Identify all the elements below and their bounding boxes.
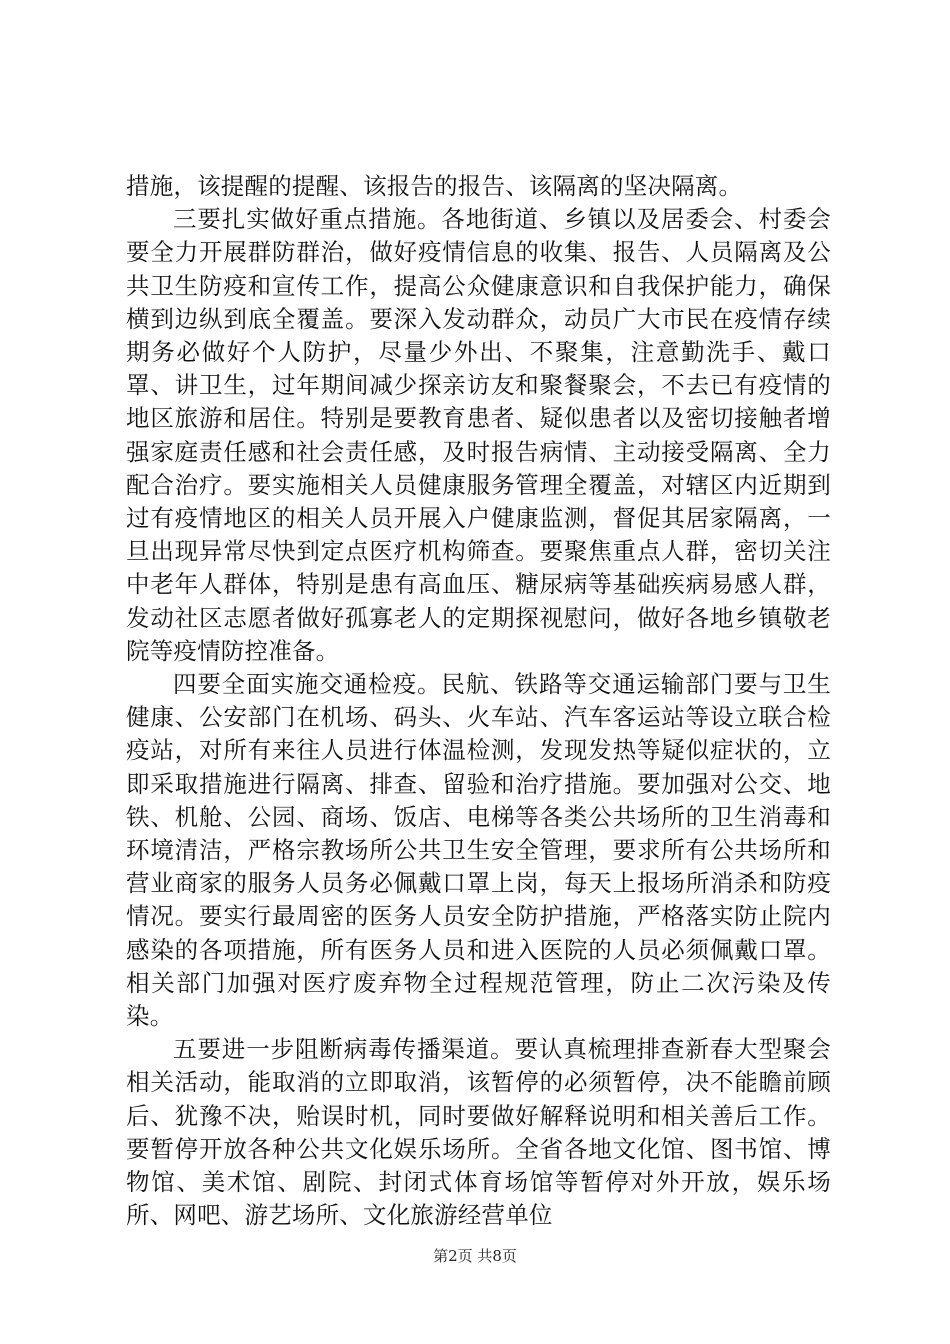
document-body <box>126 170 831 1233</box>
page-number-footer: 第2页 共8页 <box>433 1247 517 1265</box>
paragraph-five: 五要进一步阻断病毒传播渠道。要认真梳理排查新春大型聚会相关活动，能取消的立即取消，该暂停的必须暂停，决不能瞻前顾后、犹豫不决，贻误时机，同时要做好解释说明和相关善后工作。要暂停开放各种公共文化娱乐场所。全省各地文化馆、图书馆、博物馆、美术馆、剧院、封闭式体育场馆等暂停对外开放，娱乐场所、网吧、游艺场所、文化旅游经营单位 <box>126 1035 831 1230</box>
paragraph-continuation: 措施，该提醒的提醒、该报告的报告、该隔离的坚决隔离。 <box>126 172 743 200</box>
paragraph-four: 四要全面实施交通检疫。民航、铁路等交通运输部门要与卫生健康、公安部门在机场、码头、火车站、汽车客运站等设立联合检疫站，对所有来往人员进行体温检测，发现发热等疑似症状的，立即采取措施进行隔离、排查、留验和治疗措施。要加强对公交、地铁、机舱、公园、商场、饭店、电梯等各类公共场所的卫生消毒和环境清洁，严格宗教场所公共卫生安全管理，要求所有公共场所和营业商家的服务人员务必佩戴口罩上岗，每天上报场所消杀和防疫情况。要实行最周密的医务人员安全防护措施，严格落实防止院内感染的各项措施，所有医务人员和进入医院的人员必须佩戴口罩。相关部门加强对医疗废弃物全过程规范管理，防止二次污染及传染。 <box>126 670 831 1031</box>
paragraph-three: 三要扎实做好重点措施。各地街道、乡镇以及居委会、村委会要全力开展群防群治，做好疫情信息的收集、报告、人员隔离及公共卫生防疫和宣传工作，提高公众健康意识和自我保护能力，确保横到边纵到底全覆盖。要深入发动群众，动员广大市民在疫情存续期务必做好个人防护，尽量少外出、不聚集，注意勤洗手、戴口罩、讲卫生，过年期间减少探亲访友和聚餐聚会，不去已有疫情的地区旅游和居住。特别是要教育患者、疑似患者以及密切接触者增强家庭责任感和社会责任感，及时报告病情、主动接受隔离、全力配合治疗。要实施相关人员健康服务管理全覆盖，对辖区内近期到过有疫情地区的相关人员开展入户健康监测，督促其居家隔离，一旦出现异常尽快到定点医疗机构筛查。要聚焦重点人群，密切关注中老年人群体，特别是患有高血压、糖尿病等基础疾病易感人群，发动社区志愿者做好孤寡老人的定期探视慰问，做好各地乡镇敬老院等疫情防控准备。 <box>126 205 831 665</box>
